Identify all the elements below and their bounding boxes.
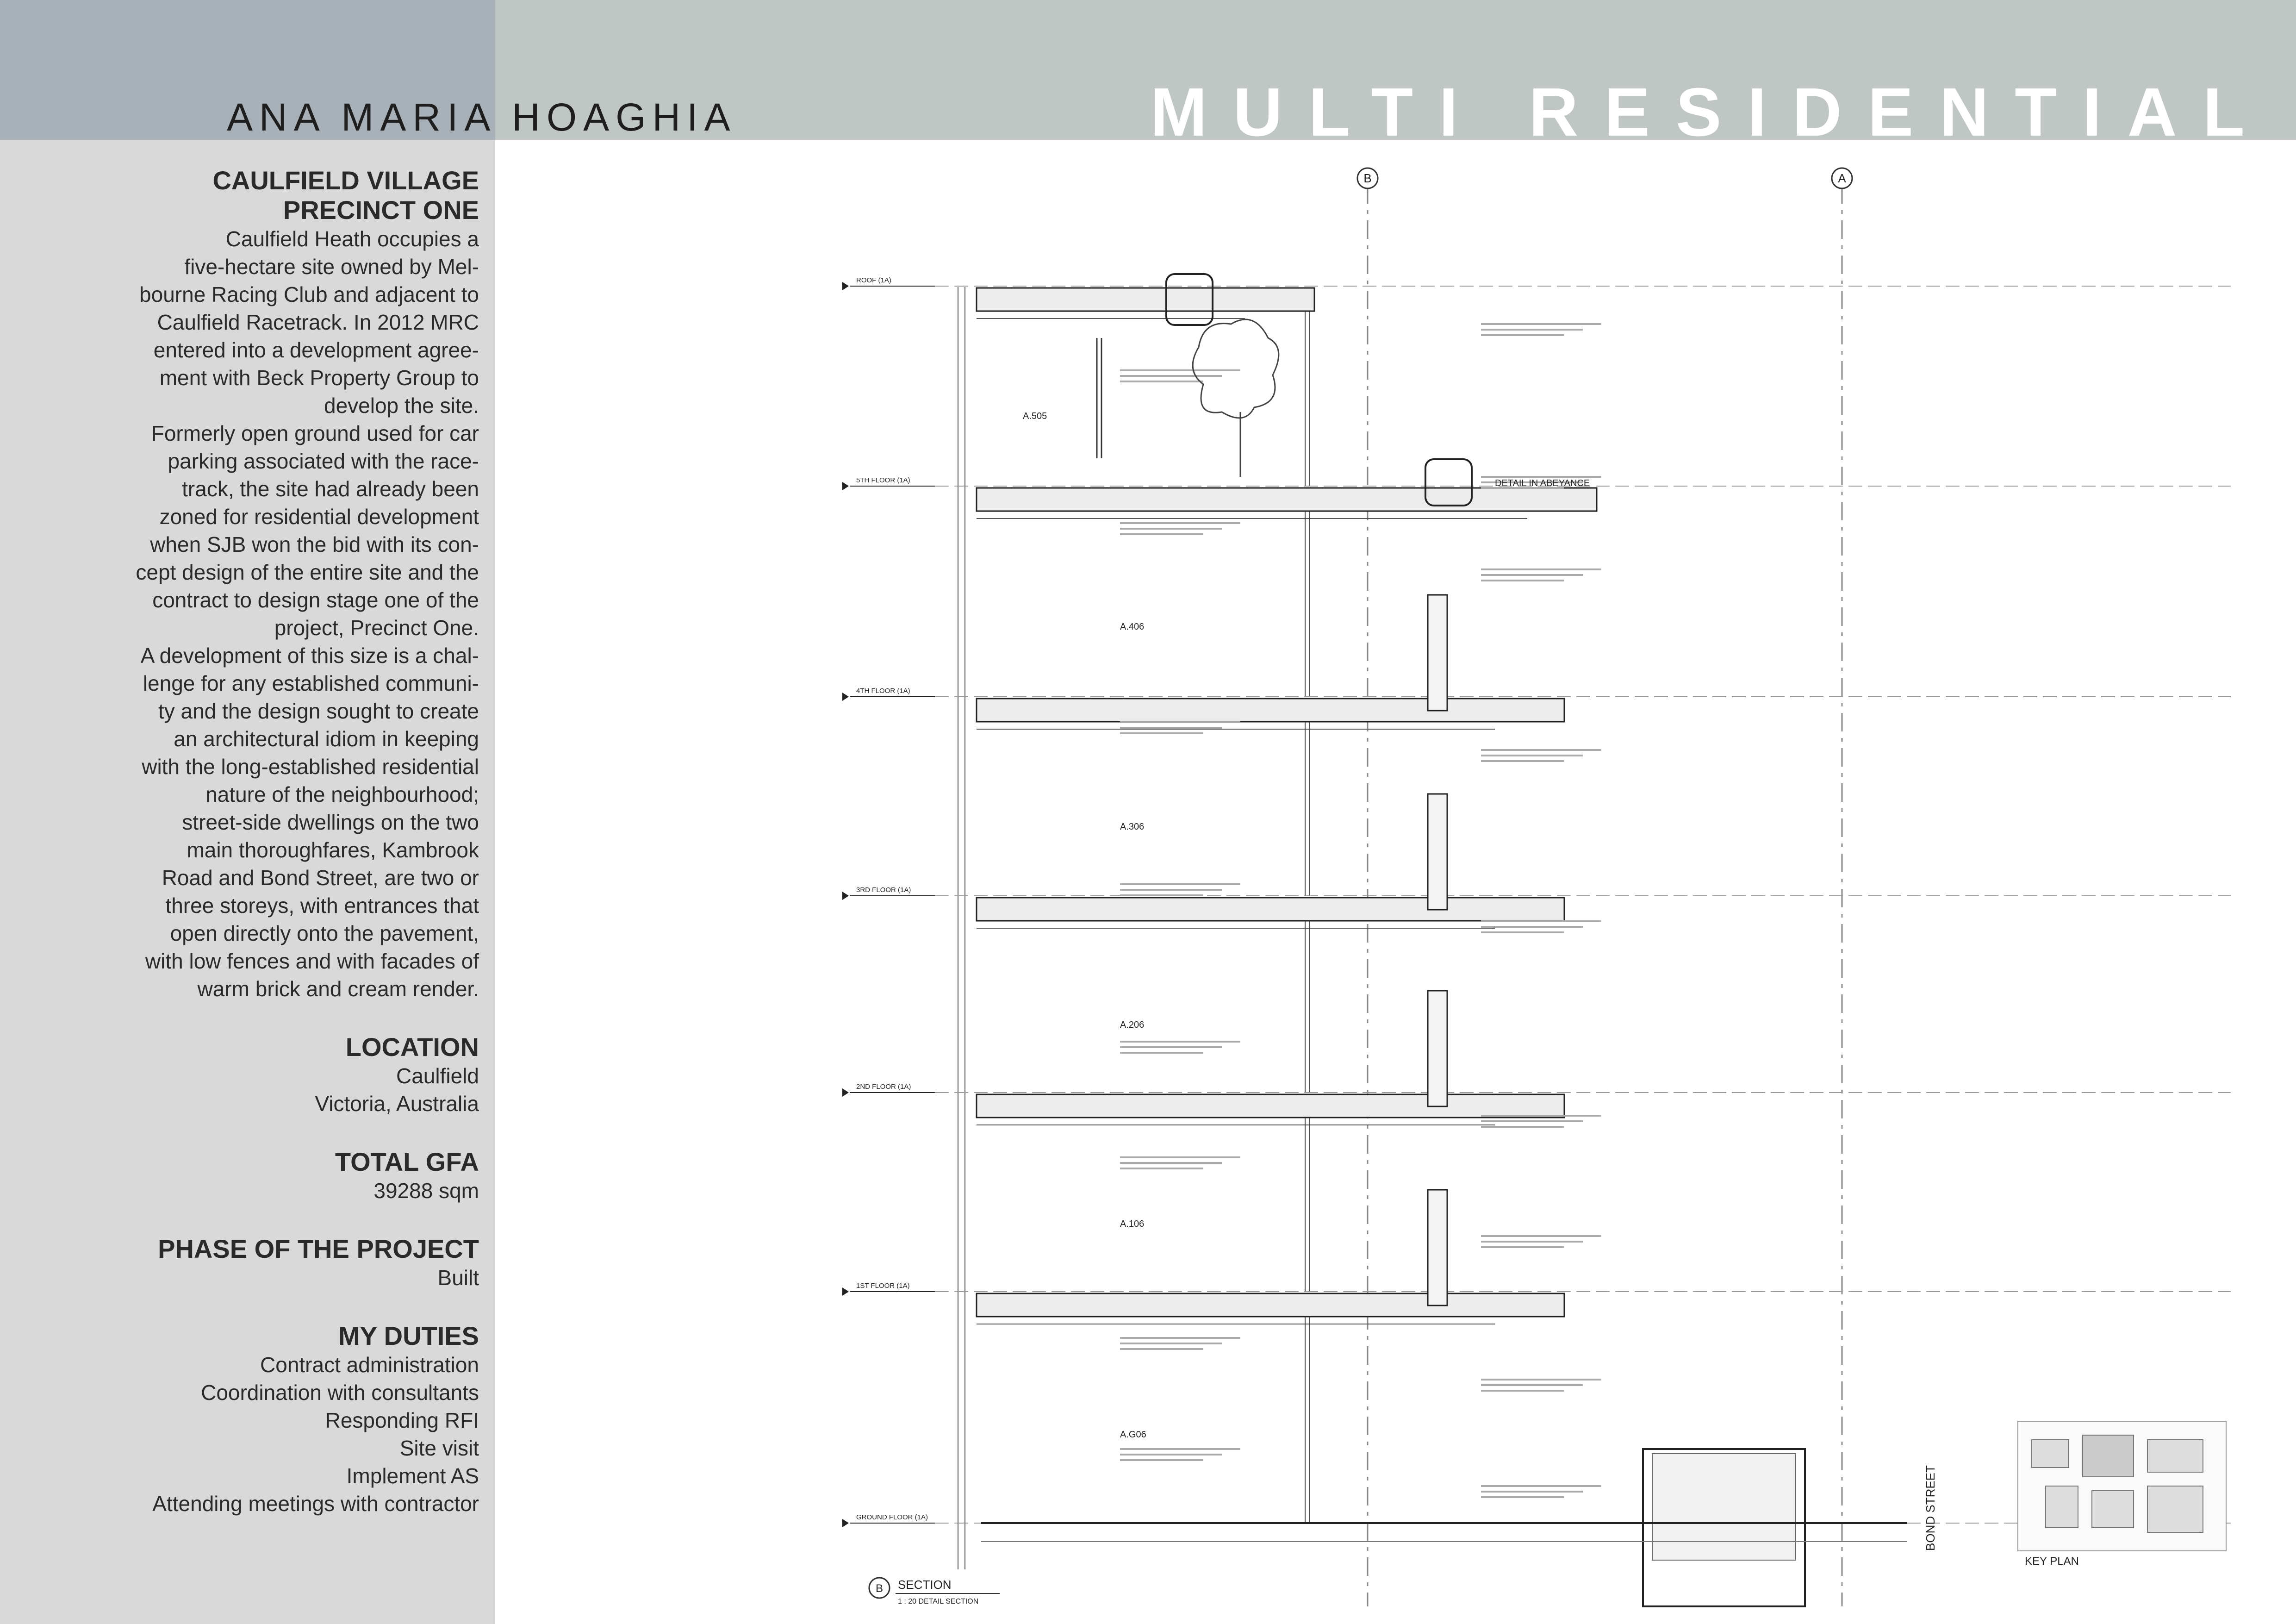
phase-heading: PHASE OF THE PROJECT	[158, 1234, 479, 1263]
project-description	[83, 225, 479, 1003]
room-label: A.106	[1120, 1219, 1145, 1229]
section-title: SECTION	[898, 1578, 952, 1592]
project-name-line1: CAULFIELD VILLAGE	[212, 166, 479, 195]
duty-item: Site visit	[399, 1436, 479, 1460]
description-line: street-side dwellings on the two	[182, 810, 479, 834]
description-line: nature of the neighbourhood;	[205, 782, 479, 806]
description-line: Caulfield Racetrack. In 2012 MRC	[157, 310, 479, 334]
room-label: A.306	[1120, 822, 1145, 832]
duties-list	[83, 1351, 479, 1518]
room-label: A.406	[1120, 622, 1145, 632]
description-line: project, Precinct One.	[274, 616, 479, 640]
gfa-value: 39288 sqm	[373, 1179, 479, 1203]
balcony-wall	[1428, 1190, 1447, 1305]
description-line: five-hectare site owned by Mel-	[184, 255, 479, 279]
description-line: an architectural idiom in keeping	[174, 727, 479, 751]
detail-note: DETAIL IN ABEYANCE	[1495, 478, 1590, 488]
floor-slab	[977, 699, 1564, 722]
level-label: 1ST FLOOR (1A)	[856, 1282, 910, 1290]
duty-item: Coordination with consultants	[201, 1380, 479, 1405]
description-line: cept design of the entire site and the	[136, 560, 479, 584]
level-marker	[842, 1287, 849, 1296]
duty-item: Implement AS	[346, 1464, 479, 1488]
section-drawing	[842, 153, 2291, 1620]
level-marker	[842, 482, 849, 490]
description-line: lenge for any established communi-	[143, 671, 479, 695]
description-line: ty and the design sought to create	[158, 699, 479, 723]
floor-slab	[977, 288, 1314, 311]
section-tag: B	[875, 1582, 884, 1595]
location-line2: Victoria, Australia	[315, 1092, 479, 1116]
description-line: Formerly open ground used for car	[151, 421, 479, 445]
page-title: MULTI RESIDENTIAL	[1150, 74, 2271, 150]
level-label: 4TH FLOOR (1A)	[856, 687, 910, 695]
description-line: develop the site.	[324, 394, 479, 418]
grid-label-b: B	[1363, 171, 1372, 185]
description-line: warm brick and cream render.	[197, 977, 479, 1001]
description-line: bourne Racing Club and adjacent to	[139, 282, 479, 306]
grid-label-a: A	[1838, 171, 1846, 185]
floor-slab	[977, 1293, 1564, 1317]
description-line: A development of this size is a chal-	[140, 643, 479, 668]
description-line: track, the site had already been	[182, 477, 479, 501]
description-line: contract to design stage one of the	[152, 588, 479, 612]
duties-heading: MY DUTIES	[338, 1321, 479, 1350]
phase-value: Built	[437, 1266, 479, 1290]
room-label: A.G06	[1120, 1430, 1146, 1440]
project-name-line2: PRECINCT ONE	[283, 195, 479, 225]
level-marker	[842, 892, 849, 900]
level-marker	[842, 282, 849, 290]
level-label: ROOF (1A)	[856, 276, 891, 284]
key-plan-label: KEY PLAN	[2025, 1555, 2079, 1568]
floor-slab	[977, 898, 1564, 921]
duty-item: Contract administration	[260, 1353, 479, 1377]
project-info	[83, 166, 479, 1518]
section-subtitle: 1 : 20 DETAIL SECTION	[898, 1598, 979, 1605]
description-line: with low fences and with facades of	[145, 949, 479, 973]
description-line: zoned for residential development	[159, 505, 479, 529]
level-label: 5TH FLOOR (1A)	[856, 476, 910, 484]
balcony-wall	[1428, 991, 1447, 1106]
balcony-wall	[1428, 595, 1447, 711]
description-line: open directly onto the pavement,	[170, 921, 479, 945]
room-label: A.206	[1120, 1020, 1145, 1030]
location-heading: LOCATION	[345, 1032, 479, 1062]
room-label: A.505	[1023, 411, 1047, 421]
duty-item: Responding RFI	[325, 1408, 479, 1432]
level-label: GROUND FLOOR (1A)	[856, 1513, 928, 1521]
description-line: ment with Beck Property Group to	[159, 366, 479, 390]
level-label: 3RD FLOOR (1A)	[856, 886, 911, 894]
street-label: BOND STREET	[1923, 1465, 1937, 1551]
duty-item: Attending meetings with contractor	[152, 1492, 479, 1516]
key-plan	[2018, 1421, 2226, 1568]
level-label: 2ND FLOOR (1A)	[856, 1083, 911, 1091]
description-line: main thoroughfares, Kambrook	[187, 838, 479, 862]
description-line: Road and Bond Street, are two or	[162, 866, 479, 890]
description-line: Caulfield Heath occupies a	[225, 227, 479, 251]
description-line: three storeys, with entrances that	[165, 893, 479, 918]
balcony-wall	[1428, 794, 1447, 910]
description-line: when SJB won the bid with its con-	[150, 532, 479, 556]
author-name: ANA MARIA HOAGHIA	[227, 95, 737, 139]
description-line: with the long-established residential	[142, 755, 479, 779]
level-marker	[842, 1088, 849, 1097]
description-line: entered into a development agree-	[153, 338, 479, 362]
gfa-heading: TOTAL GFA	[335, 1147, 479, 1176]
floor-slab	[977, 488, 1597, 511]
level-marker	[842, 693, 849, 701]
location-line1: Caulfield	[396, 1064, 479, 1088]
description-line: parking associated with the race-	[168, 449, 479, 473]
floor-levels	[842, 276, 2231, 1527]
level-marker	[842, 1519, 849, 1527]
floor-slab	[977, 1094, 1564, 1118]
